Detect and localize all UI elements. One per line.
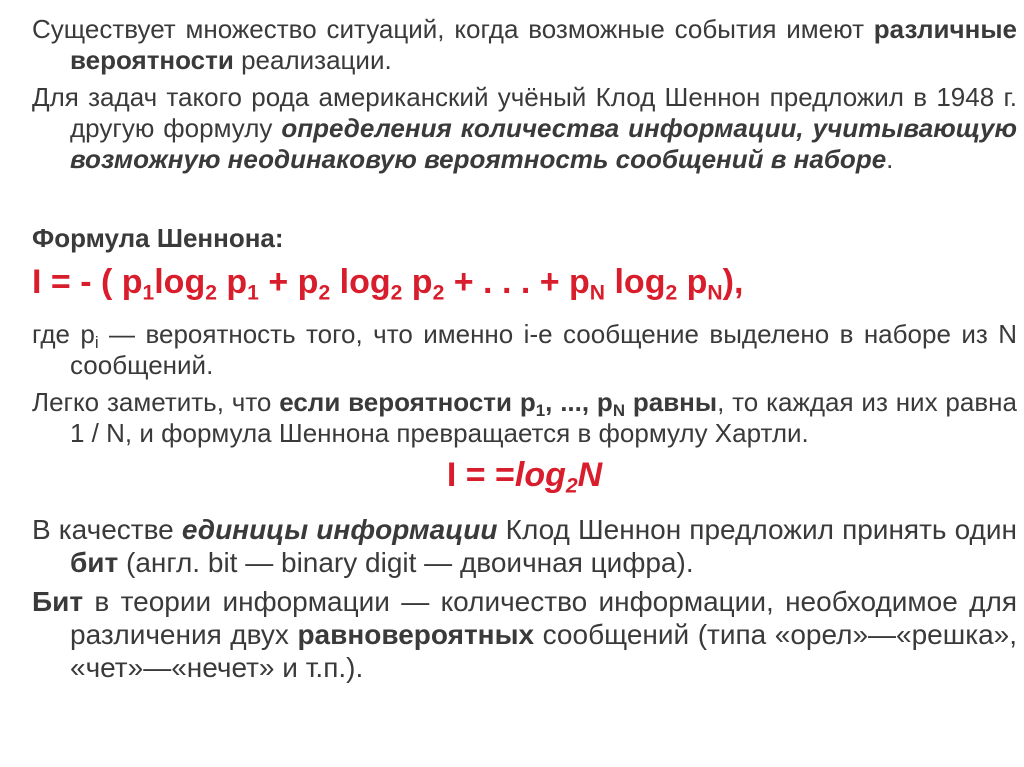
text: Существует множество ситуаций, когда возможные события имеют [32, 14, 874, 44]
bold-italic-text: определения количества информации, учитывающую возможную неодинаковую вероятность сообщений в наборе [70, 113, 1017, 174]
paragraph-intro [32, 14, 1017, 76]
shannon-formula: I = - ( $p_1\log_2$ $p_1 + p_2$ $\log_2 p_2$ + . . . + $p_N$ $\log_2 p_N$), [32, 263, 744, 305]
paragraph-shannon [32, 82, 1017, 175]
text: реализации. [233, 45, 392, 75]
paragraph-bit: Бит в теории информации — количество информации, необходимое для различения двух равновероятных сообщений (типа «орел»—«решка», «чет»—«нечет» и т.п.). [32, 585, 1017, 683]
bold-text: различные вероятности [70, 14, 1017, 75]
hartley-formula: $I = =\log_2N$ [446, 456, 603, 498]
text: Для задач такого рода американский учёный Клод Шеннон предложил в 1948 г. другую формулу [32, 82, 1017, 143]
paragraph-unit: В качестве единицы информации Клод Шеннон предложил принять один бит (англ. bit — binary digit — двоичная цифра). [32, 513, 1017, 578]
paragraph-equal-prob: Легко заметить, что если вероятности $p_1$, ..., $p_N$ равны, то каждая из них равна 1 / N, и формула Шеннона превращается в формулу Хартли. [32, 387, 1017, 449]
slide-content [32, 14, 1017, 690]
section-heading: Формула Шеннона: [32, 223, 284, 253]
text: . [886, 144, 894, 174]
paragraph-where: где $p_i$ — вероятность того, что именно i-е сообщение выделено в наборе из N сообщений. [32, 319, 1017, 381]
